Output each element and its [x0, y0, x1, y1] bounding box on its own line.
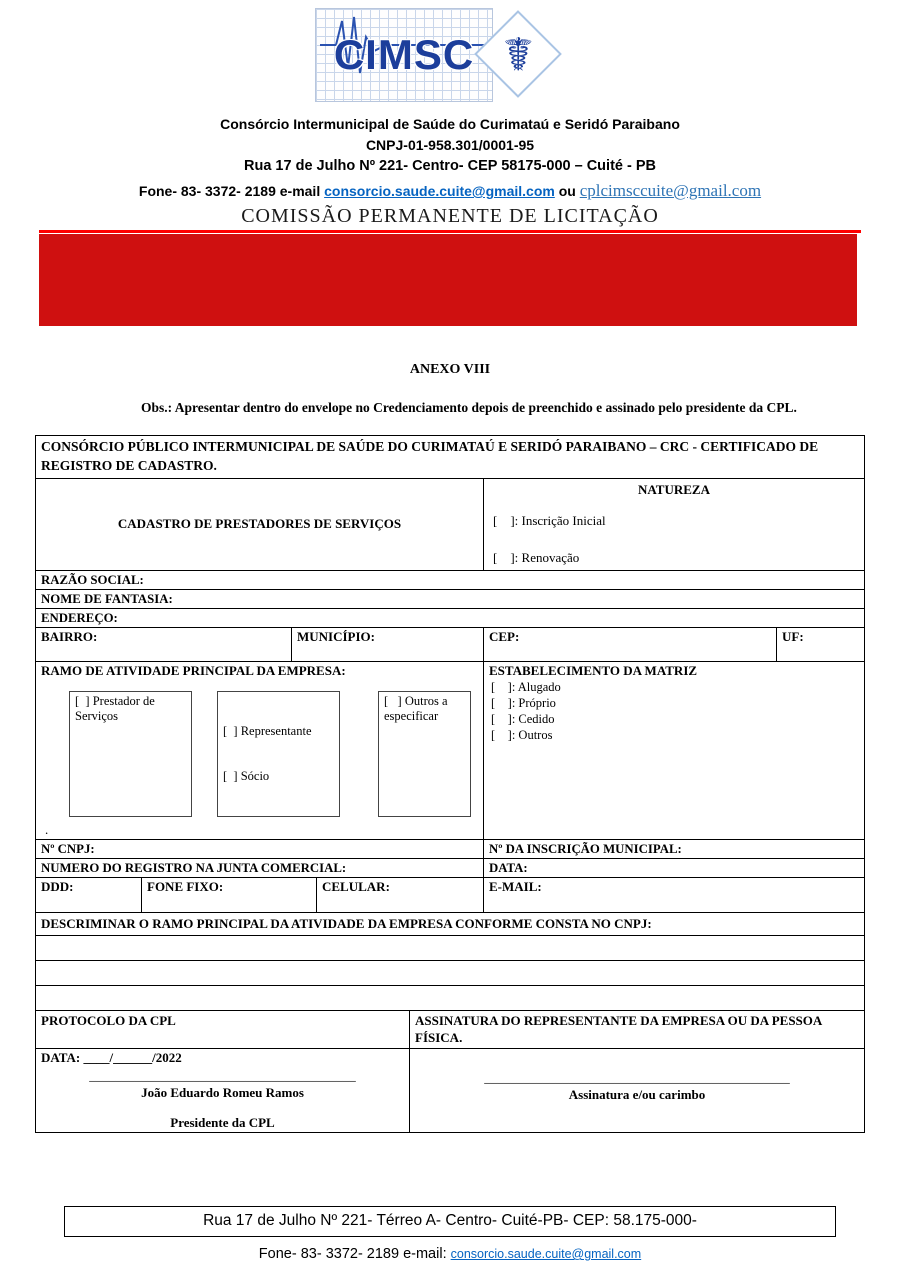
blank-cell [36, 936, 864, 960]
phone-line [0, 181, 900, 201]
cep-label: CEP: [483, 628, 776, 661]
data-label: DATA: [483, 859, 864, 877]
blank-row [36, 985, 864, 1010]
municipio-label: MUNICÍPIO: [291, 628, 483, 661]
blank-cell [36, 961, 864, 985]
phone-text: Fone- 83- 3372- 2189 e-mail [138, 183, 325, 199]
nome-fantasia-row [36, 589, 864, 608]
cnpj-label: Nº CNPJ: [41, 841, 95, 856]
form-title: CONSÓRCIO PÚBLICO INTERMUNICIPAL DE SAÚDE DO CURIMATAÚ E SERIDÓ PARAIBANO – CRC - CERTIFICADO DE REGISTRO DE CADASTRO. [41, 438, 819, 473]
red-divider-top [39, 230, 861, 233]
ramo-checkbox-group [69, 691, 478, 817]
cnpj-row [36, 839, 864, 858]
org-name: Consórcio Intermunicipal de Saúde do Curimataú e Seridó Paraibano [220, 116, 680, 132]
telefone-row [36, 877, 864, 912]
footer-address-box: Rua 17 de Julho Nº 221- Térreo A- Centro- Cuité-PB- CEP: 58.175-000- [64, 1206, 836, 1237]
address-line: Rua 17 de Julho Nº 221- Centro- CEP 58175-000 – Cuité - PB [244, 158, 656, 174]
checkbox-representante: [ ] Representante [223, 723, 312, 738]
natureza-title: NATUREZA [638, 481, 710, 497]
page-footer [0, 1206, 900, 1262]
ramo-atividade-cell [36, 662, 483, 839]
junta-comercial-label: NUMERO DO REGISTRO NA JUNTA COMERCIAL: [41, 860, 347, 875]
signature-line-presidente: _________________________________________ [89, 1067, 356, 1083]
matriz-title: ESTABELECIMENTO DA MATRIZ [489, 662, 698, 678]
protocolo-assinatura-row [36, 1010, 864, 1048]
footer-phone-text: Fone- 83- 3372- 2189 e-mail: [258, 1246, 451, 1262]
razao-social-row [36, 570, 864, 589]
matriz-option-proprio: [ ]: Próprio [491, 695, 556, 710]
endereco-label: ENDEREÇO: [41, 610, 118, 625]
celular-label: CELULAR: [316, 878, 483, 912]
razao-social-label: RAZÃO SOCIAL: [41, 572, 144, 587]
nome-fantasia-label: NOME DE FANTASIA: [41, 591, 173, 606]
email-link-secondary[interactable]: cplcimsccuite@gmail.com [579, 181, 762, 200]
obs-note: Obs.: Apresentar dentro do envelope no Credenciamento depois de preenchido e assinado pelo presidente da CPL. [141, 400, 797, 415]
ddd-label: DDD: [41, 878, 74, 894]
signature-line-representante: _______________________________________________ [484, 1069, 790, 1085]
checkbox-outros-especificar: [ ] Outros a especificar [378, 691, 471, 817]
blank-row [36, 935, 864, 960]
footer-phone-line [0, 1246, 900, 1262]
presidente-role: Presidente da CPL [170, 1114, 275, 1130]
matriz-option-outros: [ ]: Outros [491, 727, 553, 742]
matriz-option-alugado: [ ]: Alugado [491, 679, 561, 694]
form-title-row [36, 436, 864, 478]
descriminar-label: DESCRIMINAR O RAMO PRINCIPAL DA ATIVIDADE DA EMPRESA CONFORME CONSTA NO CNPJ: [41, 915, 652, 931]
natureza-cell [483, 479, 864, 570]
bairro-label: BAIRRO: [41, 628, 98, 644]
protocolo-label: PROTOCOLO DA CPL [41, 1012, 176, 1028]
matriz-cell [483, 662, 864, 839]
email-label: E-MAIL: [483, 878, 864, 912]
email-separator: ou [554, 183, 580, 199]
inscricao-municipal-label: Nº DA INSCRIÇÃO MUNICIPAL: [483, 840, 864, 858]
natureza-option-renovacao: [ ]: Renovação [493, 549, 580, 565]
cimsc-logo [315, 6, 585, 106]
bairro-municipio-row [36, 627, 864, 661]
signature-caption: Assinatura e/ou carimbo [568, 1086, 706, 1102]
commission-title: COMISSÃO PERMANENTE DE LICITAÇÃO [241, 205, 659, 227]
email-link-primary[interactable]: consorcio.saude.cuite@gmail.com [324, 183, 555, 199]
cadastro-title: CADASTRO DE PRESTADORES DE SERVIÇOS [117, 516, 402, 532]
cnpj-line: CNPJ-01-958.301/0001-95 [365, 137, 535, 153]
checkbox-representante-socio [217, 691, 340, 817]
endereco-row [36, 608, 864, 627]
presidente-name: João Eduardo Romeu Ramos [141, 1084, 304, 1100]
uf-label: UF: [776, 628, 864, 661]
document-header [0, 0, 900, 326]
blank-cell [36, 986, 864, 1010]
stray-dot: . [45, 821, 49, 837]
anexo-title: ANEXO VIII [409, 362, 491, 377]
cadastro-natureza-row [36, 478, 864, 570]
junta-comercial-row [36, 858, 864, 877]
checkbox-socio: [ ] Sócio [223, 768, 270, 783]
assinatura-representante-label: ASSINATURA DO REPRESENTANTE DA EMPRESA OU DA PESSOA FÍSICA. [409, 1011, 864, 1048]
caduceus-icon: ☤ [502, 27, 534, 81]
footer-email-link[interactable]: consorcio.saude.cuite@gmail.com [450, 1247, 642, 1261]
natureza-option-inscricao-inicial: [ ]: Inscrição Inicial [493, 512, 606, 528]
red-divider-bottom [39, 234, 857, 326]
crc-form-table [35, 435, 865, 1133]
red-divider [39, 230, 861, 326]
matriz-option-cedido: [ ]: Cedido [491, 711, 555, 726]
ramo-matriz-row [36, 661, 864, 839]
fone-fixo-label: FONE FIXO: [141, 878, 316, 912]
ramo-atividade-label: RAMO DE ATIVIDADE PRINCIPAL DA EMPRESA: [41, 662, 346, 678]
descriminar-row [36, 912, 864, 935]
assinaturas-row [36, 1048, 864, 1132]
data-2022-line: DATA: ____/______/2022 [41, 1049, 182, 1065]
checkbox-prestador-servicos: [ ] Prestador de Serviços [69, 691, 192, 817]
assinatura-presidente-cell [36, 1049, 409, 1132]
logo-grid-background [315, 8, 493, 102]
logo-text: CIMSC [333, 31, 475, 78]
blank-row [36, 960, 864, 985]
assinatura-representante-cell [409, 1049, 864, 1132]
